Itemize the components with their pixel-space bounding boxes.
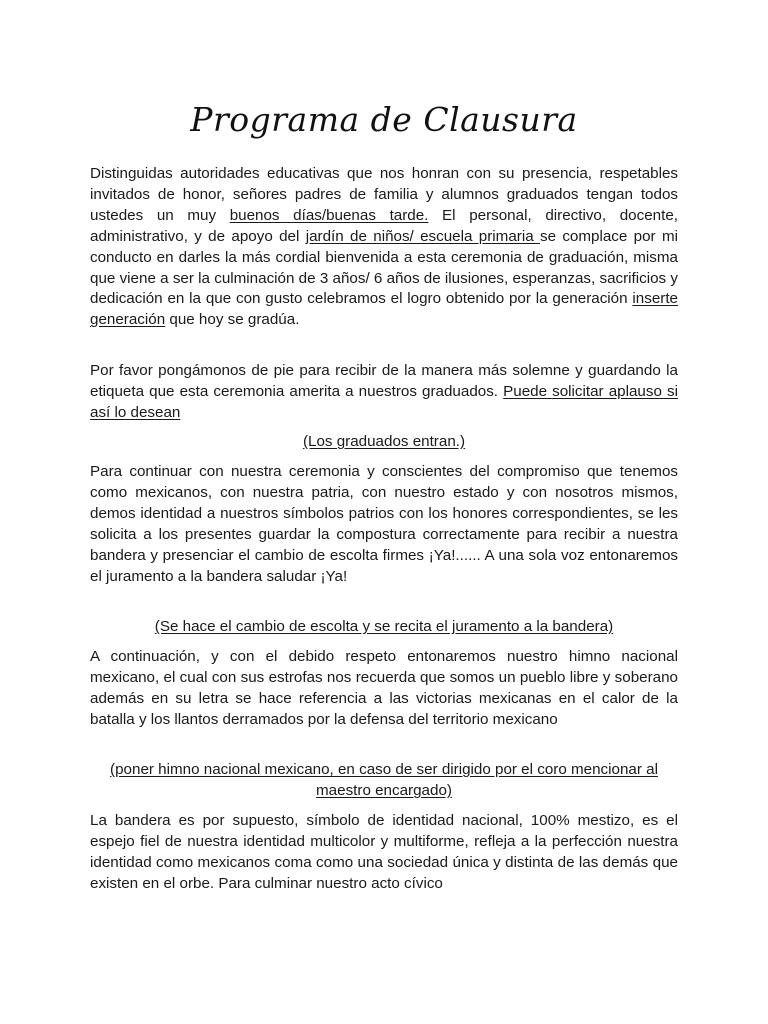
greeting-placeholder: buenos días/buenas tarde. xyxy=(229,206,429,224)
anthem-instruction-note: (poner himno nacional mexicano, en caso de ser dirigido por el coro mencionar al maestro encargado) xyxy=(110,761,658,799)
welcome-text-4: que hoy se gradúa. xyxy=(165,311,300,329)
escort-change-note: (Se hace el cambio de escolta y se recita el juramento a la bandera) xyxy=(154,618,614,635)
welcome-text-3: se complace por mi conducto en darles la más cordial bienvenida a esta ceremonia de graduación, misma que viene a ser la culminación de 3 años/ 6 años de ilusiones, esperanzas, sacrificios y dedicación en la que con gusto celebramos el logro obtenido por la generación xyxy=(90,227,678,308)
welcome-text-1: Distinguidas autoridades educativas que nos honran con su presencia, respetables invitados de honor, señores padres de familia y alumnos graduados tengan todos ustedes un muy xyxy=(90,165,678,224)
flag-honors-paragraph: Para continuar con nuestra ceremonia y conscientes del compromiso que tenemos como mexicanos, con nuestra patria, con nuestro estado y con nosotros mismos, demos identidad a nuestros símbolos patrios con los honores correspondientes, se les solicita a los presentes guardar la compostura correctamente para recibir a nuestra bandera y presenciar el cambio de escolta firmes ¡Ya!...... A una sola voz entonaremos el juramento a la bandera saludar ¡Ya! xyxy=(90,463,678,585)
school-type-placeholder: jardín de niños/ escuela primaria xyxy=(305,227,540,245)
welcome-paragraph xyxy=(90,164,678,331)
stand-up-text: Por favor pongámonos de pie para recibir de la manera más solemne y guardando la etiqueta que esta ceremonia amerita a nuestros graduados. xyxy=(90,362,678,400)
anthem-paragraph: A continuación, y con el debido respeto entonaremos nuestro himno nacional mexicano, el cual con sus estrofas nos recuerda que somos un pueblo libre y soberano además en su letra se hace referencia a las victorias mexicanas en el calor de la batalla y los llantos derramados por la defensa del territorio mexicano xyxy=(90,648,678,728)
flag-symbol-paragraph: La bandera es por supuesto, símbolo de identidad nacional, 100% mestizo, es el espejo fiel de nuestra identidad multicolor y multiforme, refleja a la perfección nuestra identidad como mexicanos coma como una sociedad única y distinta de las demás que existen en el orbe. Para culminar nuestro acto cívico xyxy=(90,812,678,892)
stand-up-paragraph xyxy=(90,361,678,424)
graduates-enter-note: (Los graduados entran.) xyxy=(302,433,466,450)
document-page xyxy=(90,0,678,1024)
document-title: Programa de Clausura xyxy=(190,100,578,139)
applause-note: Puede solicitar aplauso si así lo desean xyxy=(90,382,678,421)
welcome-text-2: El personal, directivo, docente, administrativo, y de apoyo del xyxy=(90,206,678,245)
generation-placeholder: inserte generación xyxy=(90,290,678,329)
